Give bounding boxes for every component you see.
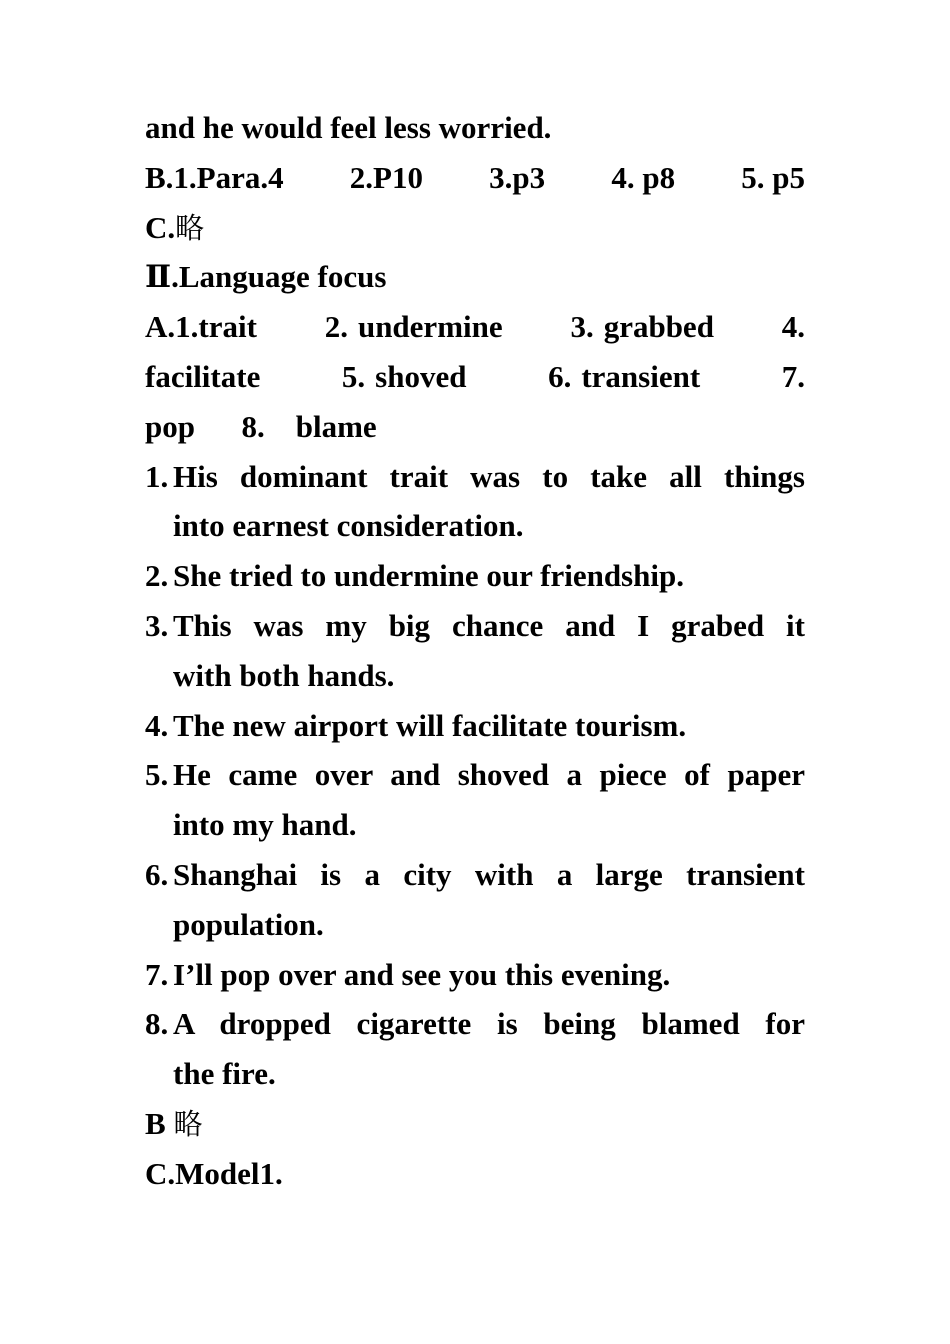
list-item [145, 850, 805, 950]
vocab-word: grabbed [603, 309, 714, 345]
sentence-text: He came over and shoved a piece of paper [173, 757, 805, 793]
sentence-text: I’ll pop over and see you this evening. [173, 956, 671, 992]
sentence-list [145, 452, 805, 1099]
section-b-line [145, 1099, 805, 1149]
sentence-text: the fire. [173, 1056, 276, 1092]
vocab-word: transient [581, 358, 701, 394]
list-item [145, 601, 805, 701]
vocab-num: 6. [548, 358, 572, 394]
list-item [145, 551, 805, 601]
item-number: 6. [145, 856, 169, 892]
sentence-text: into my hand. [173, 807, 357, 843]
sentence-text: into earnest consideration. [173, 508, 524, 544]
sentence-text: population. [173, 906, 324, 942]
section-c-line: C.Model1. [145, 1155, 283, 1191]
answer: 2.P10 [349, 159, 423, 195]
item-number: 2. [145, 558, 169, 594]
vocab-num: 3. [570, 309, 594, 345]
list-item [145, 452, 805, 552]
vocab-word: undermine [357, 309, 503, 345]
label: C. [145, 209, 176, 245]
vocab-word: A.1.trait [145, 309, 257, 345]
item-number: 8. [145, 1006, 169, 1042]
vocab-word: shoved [375, 358, 467, 394]
sentence-text: This was my big chance and I grabed it [173, 607, 805, 643]
sentence-text: with both hands. [173, 657, 395, 693]
item-number: 5. [145, 757, 169, 793]
vocab-num: 5. [341, 358, 366, 394]
list-item [145, 750, 805, 850]
cjk-text: 略 [173, 1106, 203, 1141]
vocab-line: pop 8. blame [145, 408, 377, 444]
section-heading: Ⅱ.Language focus [145, 259, 387, 295]
answers-b-line [145, 153, 805, 203]
vocab-line [145, 302, 805, 352]
vocab-line [145, 352, 805, 402]
answer: 3.p3 [489, 159, 546, 195]
sentence-text: Shanghai is a city with a large transient [173, 856, 805, 892]
sentence-text: The new airport will facilitate tourism. [173, 707, 687, 743]
vocab-num: 7. [781, 358, 805, 394]
document-page [145, 103, 805, 1199]
list-item [145, 950, 805, 1000]
vocab-word: facilitate [145, 358, 261, 394]
answer: B.1.Para.4 [145, 159, 284, 195]
vocab-num: 4. [781, 309, 805, 345]
item-number: 1. [145, 458, 169, 494]
item-number: 3. [145, 607, 169, 643]
answer: 5. p5 [741, 159, 805, 195]
sentence-text: His dominant trait was to take all things [173, 458, 805, 494]
answer: 4. p8 [611, 159, 676, 195]
list-item [145, 999, 805, 1099]
item-number: 7. [145, 956, 169, 992]
sentence-text: A dropped cigarette is being blamed for [173, 1006, 805, 1042]
label: B [145, 1105, 174, 1141]
answers-c-line [145, 203, 805, 253]
list-item [145, 701, 805, 751]
cjk-text: 略 [175, 210, 205, 245]
item-number: 4. [145, 707, 169, 743]
vocab-num: 2. [324, 309, 348, 345]
text-line: and he would feel less worried. [145, 110, 552, 145]
sentence-text: She tried to undermine our friendship. [173, 558, 684, 594]
